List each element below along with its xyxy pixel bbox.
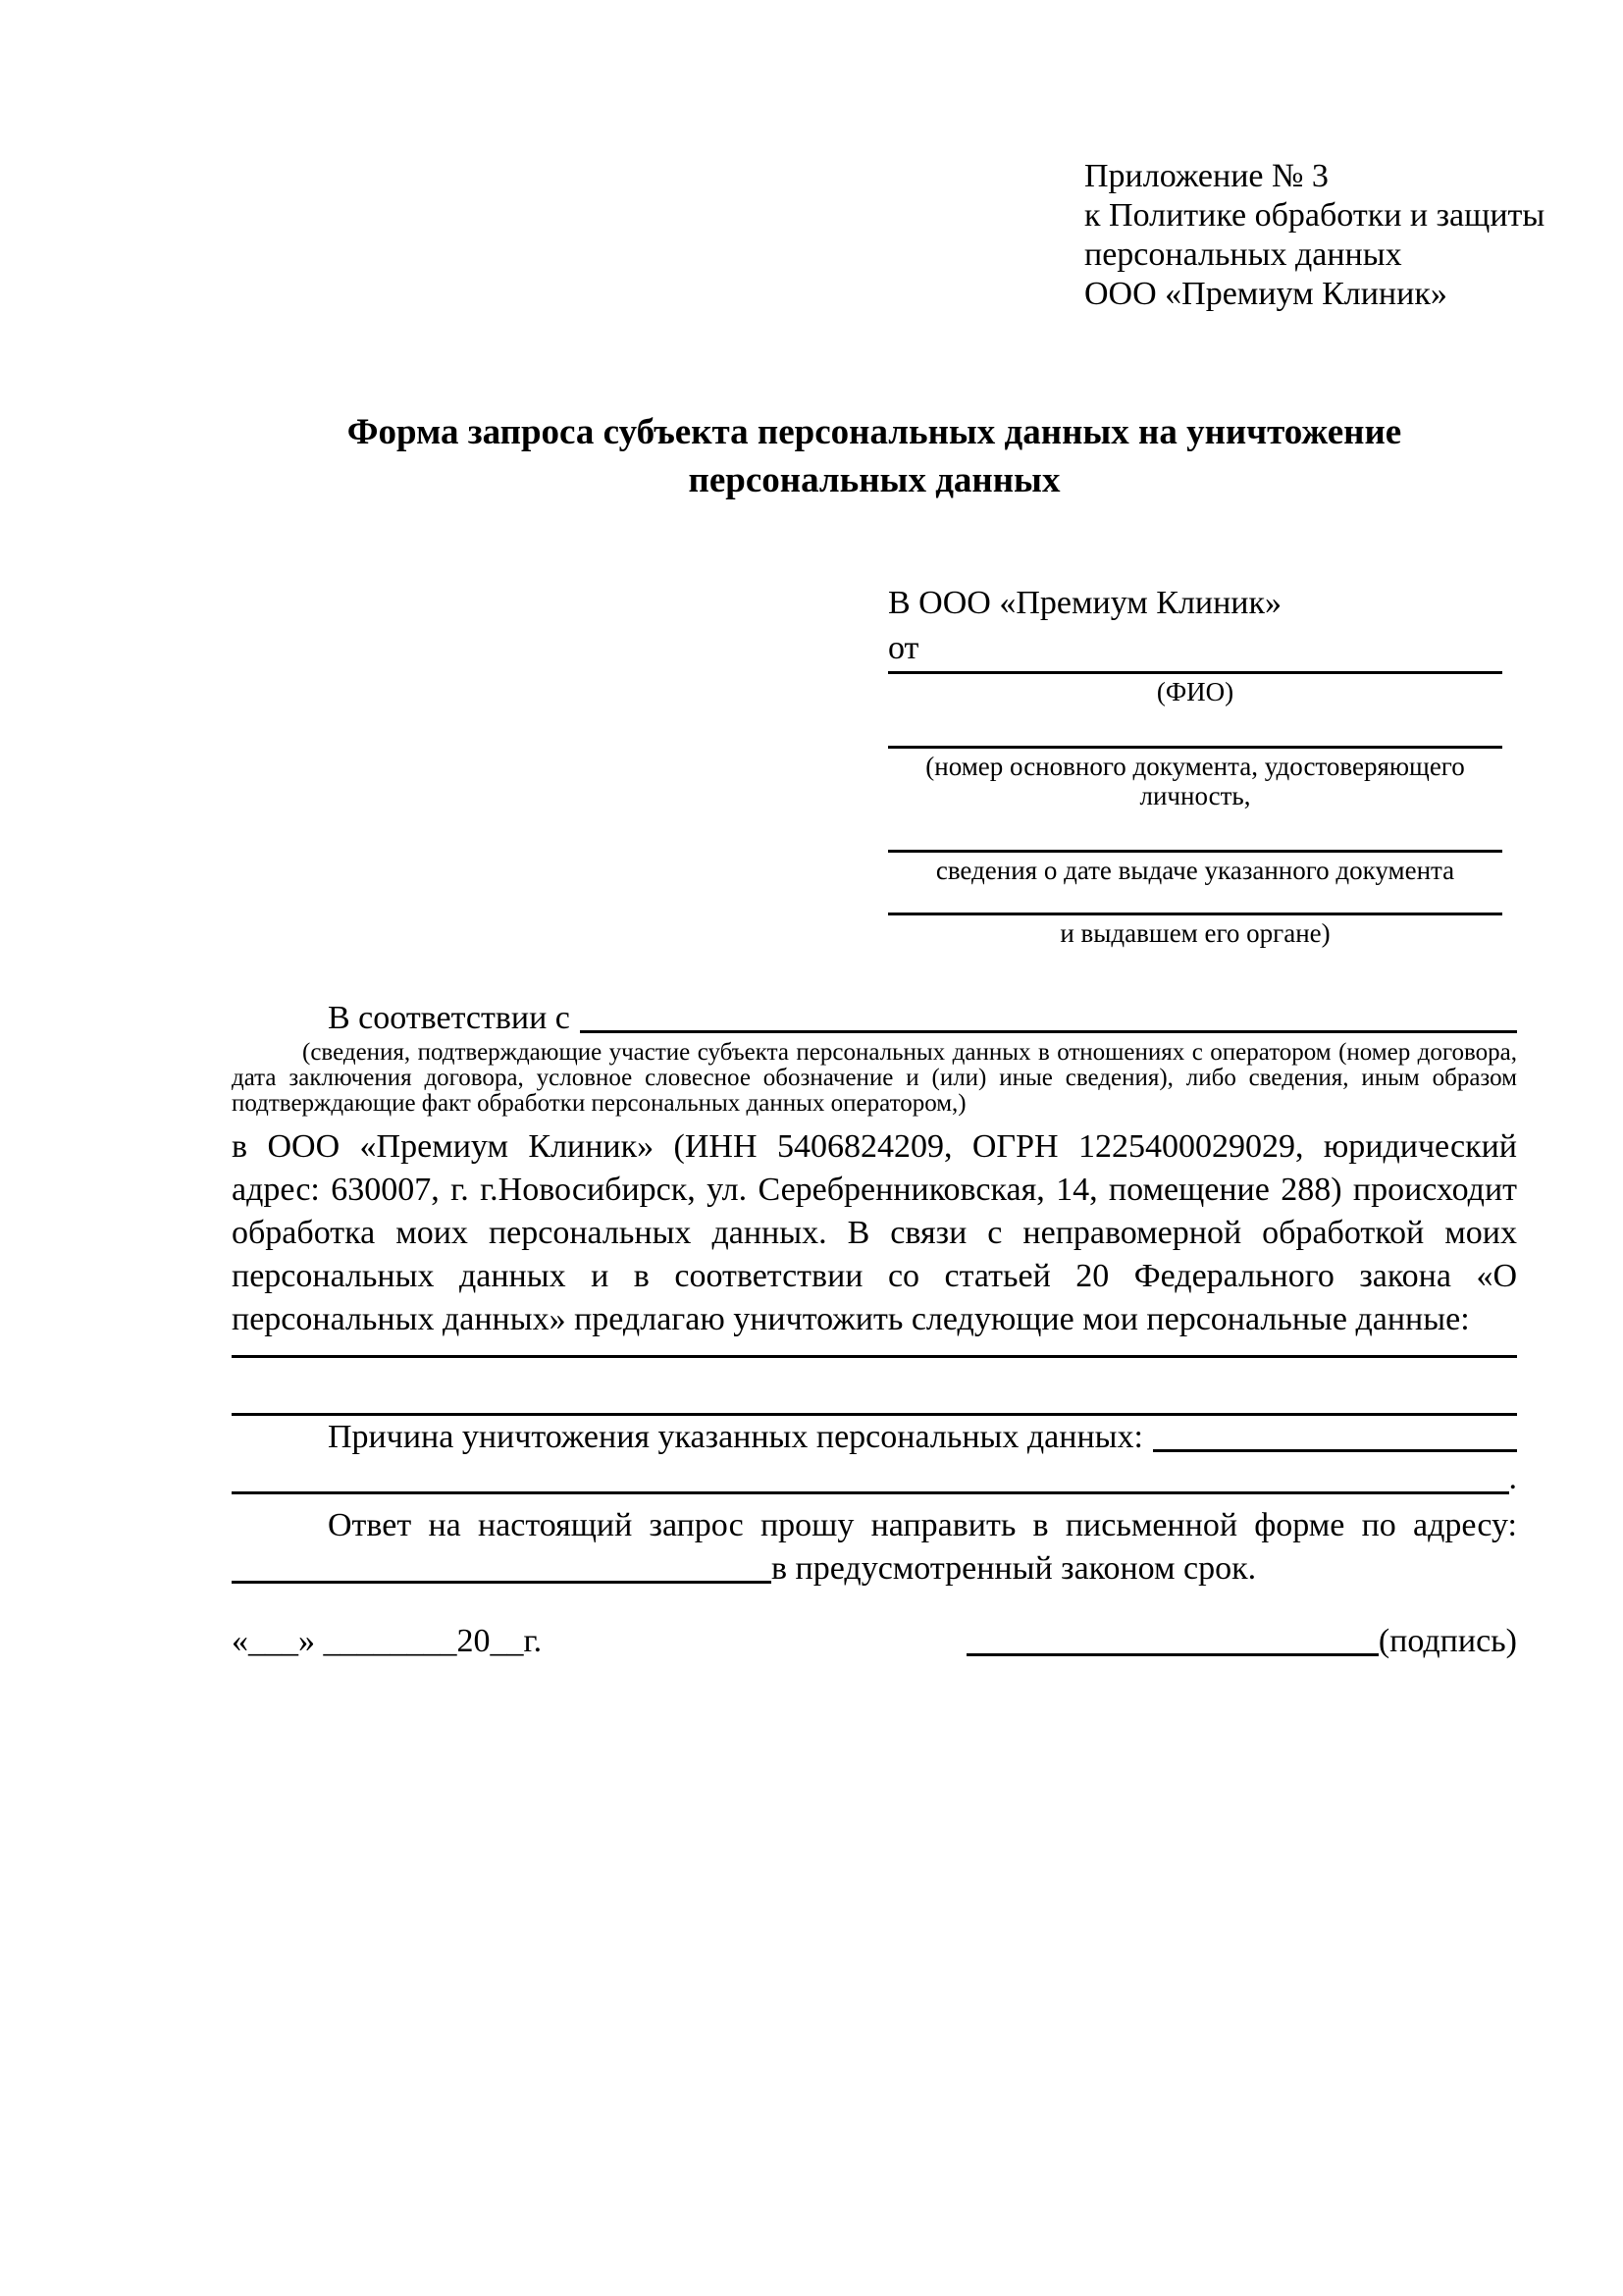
reason-row	[232, 1416, 1517, 1459]
accordance-input-line[interactable]	[580, 997, 1517, 1033]
signature-caption: (подпись)	[1378, 1623, 1517, 1659]
reason-label: Причина уничтожения указанных персональных данных:	[328, 1419, 1143, 1455]
appendix-header-line: к Политике обработки и защиты	[1084, 197, 1545, 234]
fio-caption: (ФИО)	[1156, 677, 1234, 706]
document-title-line: персональных данных	[688, 460, 1061, 500]
doc-issue-date-caption: сведения о дате выдаче указанного документа	[935, 856, 1455, 885]
appendix-header	[1084, 157, 1545, 314]
reason-continuation-row	[232, 1459, 1517, 1498]
fio-input-line[interactable]	[888, 671, 1502, 674]
footer-row	[232, 1620, 1517, 1663]
doc-issuer-caption: и выдавшем его органе)	[1060, 918, 1331, 948]
document-title-line: Форма запроса субъекта персональных данных на уничтожение	[346, 412, 1402, 452]
appendix-header-line: персональных данных	[1084, 236, 1402, 273]
accordance-note: (сведения, подтверждающие участие субъекта персональных данных в отношениях с оператором (номер договора, дата заключения договора, условное словесное обозначение и (или) иные сведения), либо сведения, иным образом подтверждающие факт обработки персональных данных оператором,)	[232, 1039, 1517, 1117]
reply-tail-row	[232, 1547, 1517, 1591]
reason-input-line[interactable]	[1153, 1416, 1517, 1452]
doc-number-caption: (номер основного документа, удостоверяющего личность,	[925, 752, 1465, 810]
addressee-from-label: от	[888, 630, 919, 666]
date-fill-line[interactable]: «___» ________20__г.	[232, 1623, 543, 1659]
reply-request-paragraph: Ответ на настоящий запрос прошу направить в письменной форме по адресу:	[328, 1507, 1517, 1543]
doc-issuer-input-line[interactable]	[888, 913, 1502, 915]
signature-input-line[interactable]	[967, 1620, 1379, 1656]
address-input-line[interactable]	[232, 1547, 771, 1584]
appendix-header-line: Приложение № 3	[1084, 158, 1329, 194]
appendix-header-line: ООО «Премиум Клиник»	[1084, 276, 1447, 312]
main-paragraph: в ООО «Премиум Клиник» (ИНН 5406824209, ОГРН 1225400029029, юридический адрес: 630007, г. г.Новосибирск, ул. Серебренниковская, 14, помещение 288) происходит обработка моих персональных данных. В связи с неправомерной обработкой моих персональных данных и в соответствии со статьей 20 Федерального закона «О персональных данных» предлагаю уничтожить следующие мои персональные данные:	[232, 1128, 1517, 1337]
document-title	[232, 408, 1517, 504]
addressee-to: В ООО «Премиум Клиник»	[888, 585, 1283, 621]
reason-line-period: .	[1508, 1460, 1517, 1496]
accordance-lead: В соответствии с	[328, 1000, 570, 1036]
reply-tail-text: в предусмотренный законом срок.	[771, 1550, 1257, 1587]
addressee-block	[888, 581, 1502, 948]
personal-data-input-line-1[interactable]	[232, 1355, 1517, 1358]
reason-input-line-2[interactable]	[232, 1459, 1509, 1494]
doc-issue-date-input-line[interactable]	[888, 850, 1502, 853]
accordance-row	[232, 997, 1517, 1040]
signature-group	[967, 1620, 1517, 1663]
doc-number-input-line[interactable]	[888, 746, 1502, 749]
